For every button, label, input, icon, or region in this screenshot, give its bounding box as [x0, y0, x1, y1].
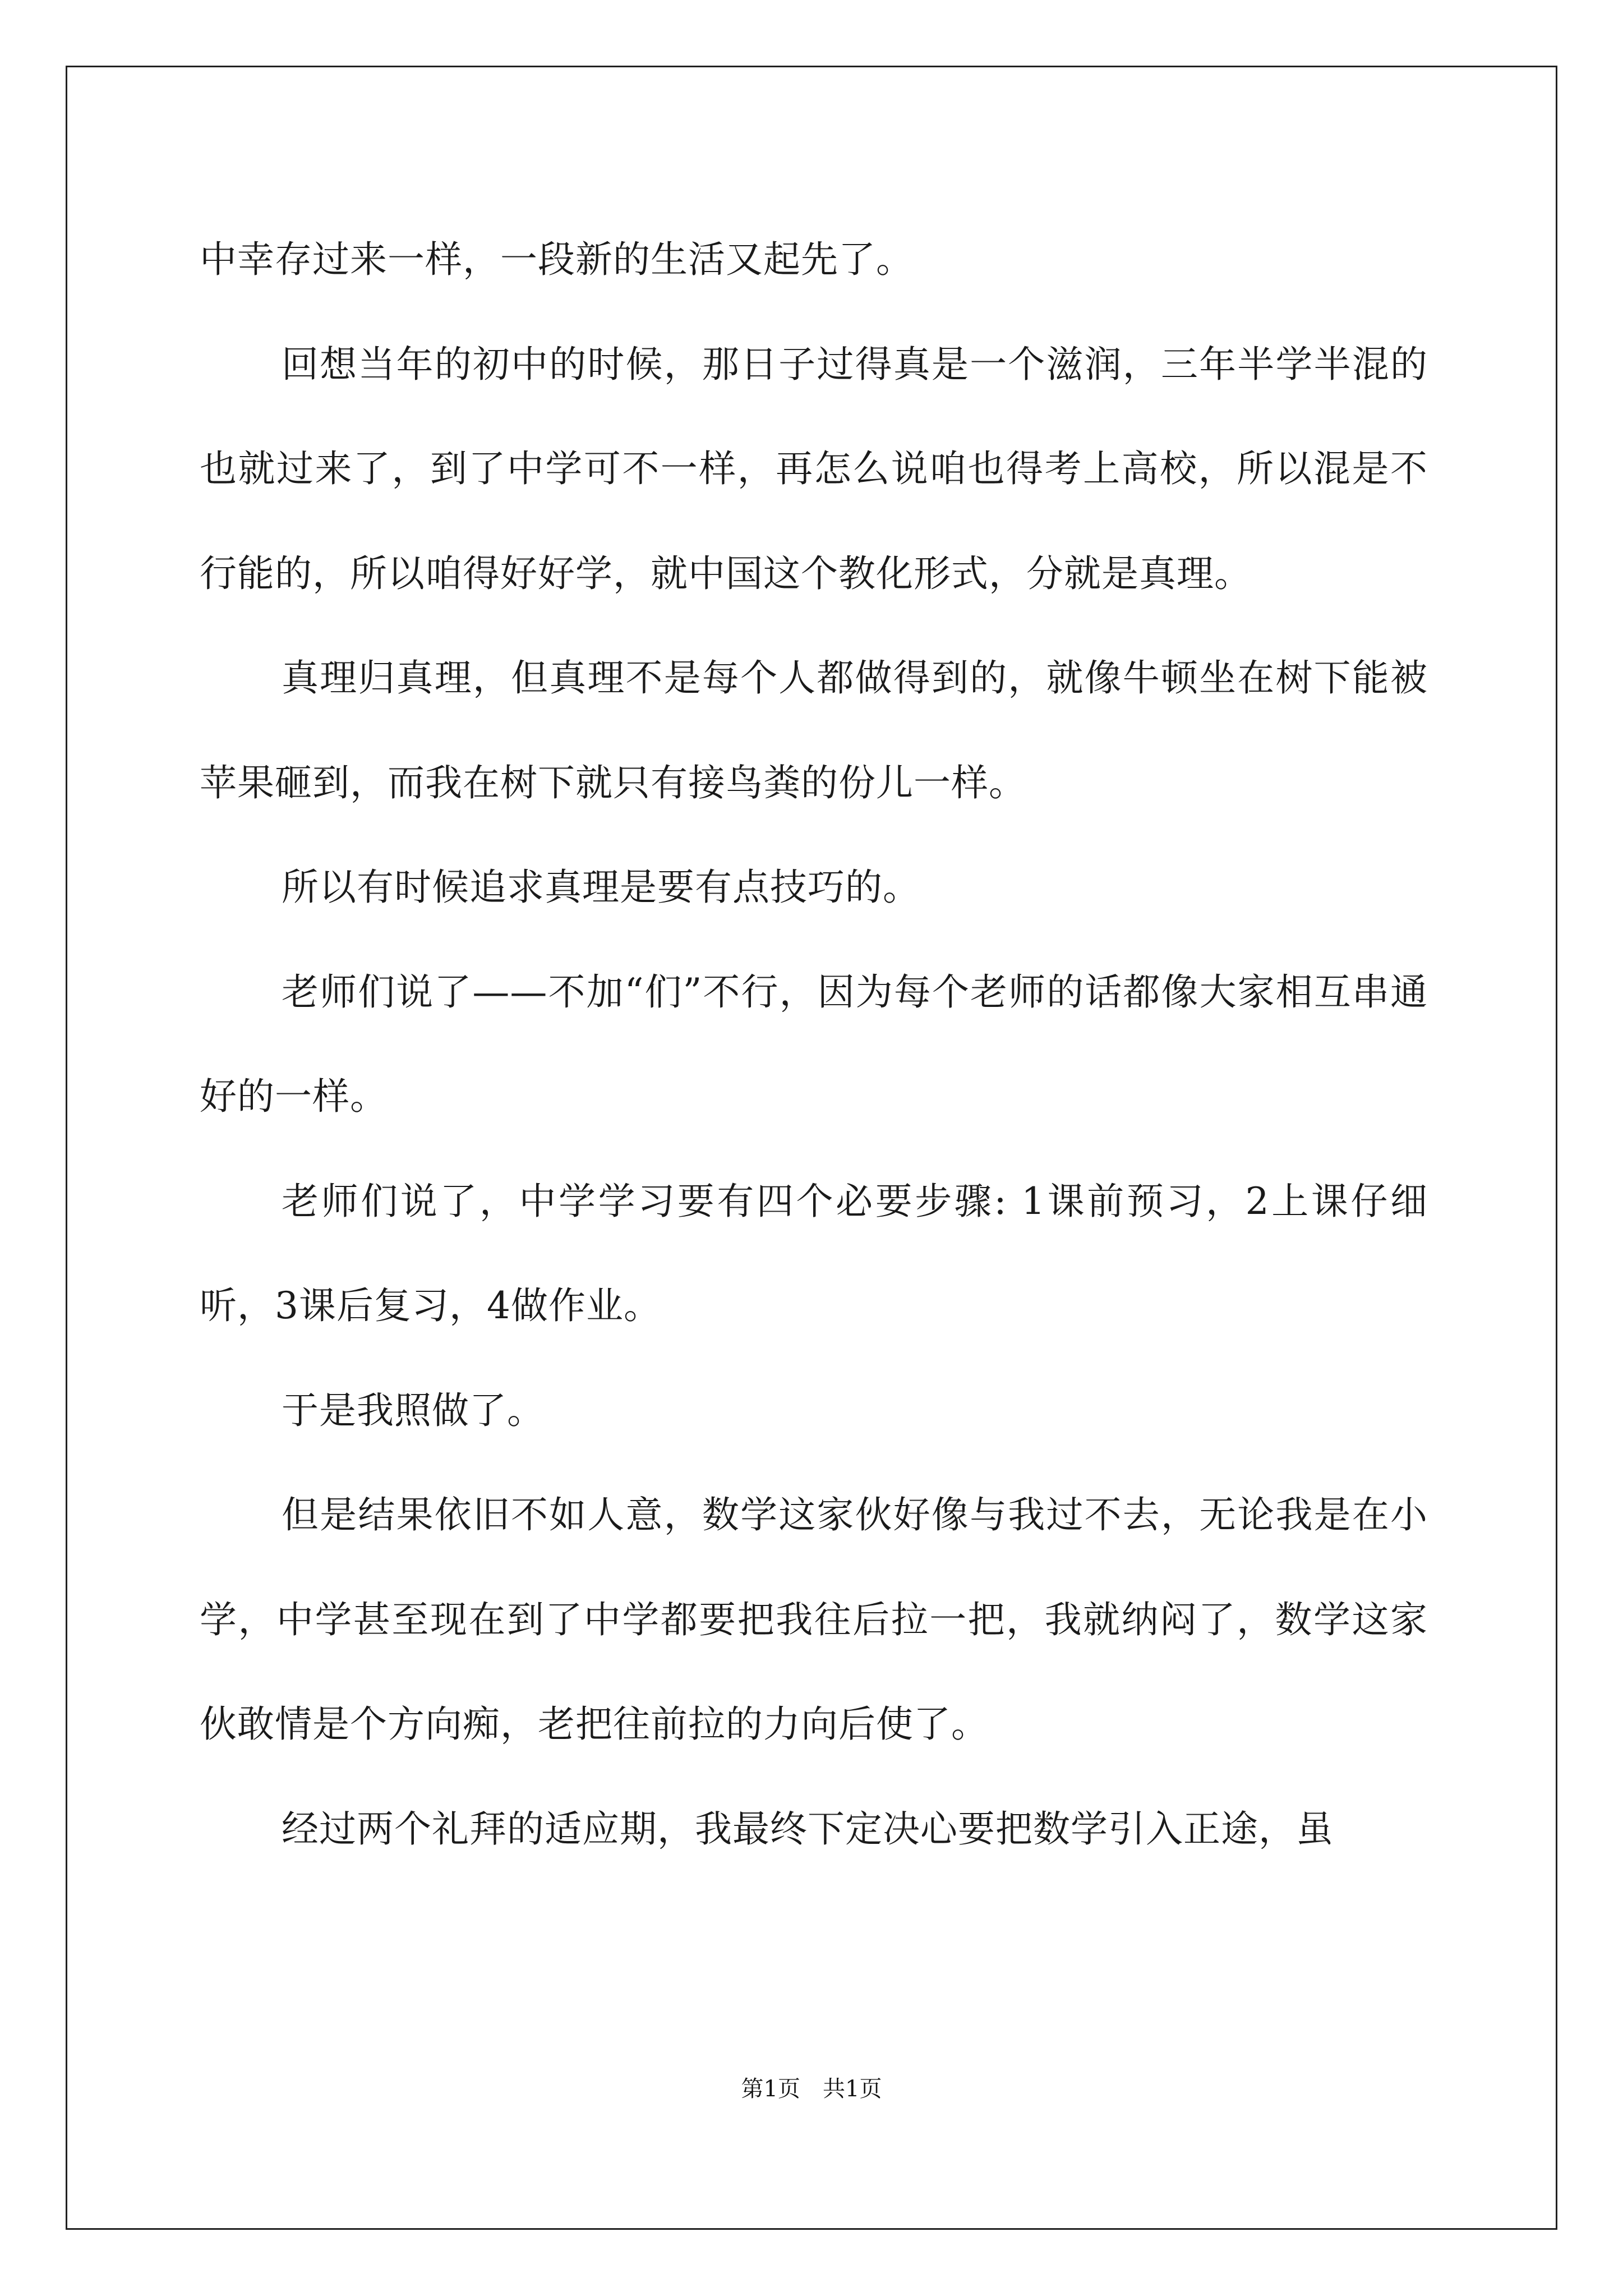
paragraph-7: 于是我照做了。: [282, 1388, 545, 1432]
page-footer: 第1页 共1页: [741, 2076, 882, 2102]
paragraph-2: 回想当年的初中的时候，那日子过得真是一个滋润，三年半学半混的也就过来了，到了中学可不一样，再怎么说咱也得考上高校，所以混是不行能的，所以咱得好好学，就中国这个教化形式，分就是真理。: [200, 342, 1428, 595]
paragraph-3: 真理归真理，但真理不是每个人都做得到的，就像牛顿坐在树下能被苹果砸到，而我在树下就只有接鸟粪的份儿一样。: [200, 656, 1428, 804]
paragraph-9: 经过两个礼拜的适应期，我最终下定决心要把数学引入正途，虽: [282, 1807, 1334, 1851]
paragraph-5: 老师们说了——不加“们”不行，因为每个老师的话都像大家相互串通好的一样。: [200, 970, 1428, 1118]
document-body: [200, 208, 1428, 1881]
paragraph-8: 但是结果依旧不如人意，数学这家伙好像与我过不去，无论我是在小学，中学甚至现在到了中学都要把我往后拉一把，我就纳闷了，数学这家伙敢情是个方向痴，老把往前拉的力向后使了。: [200, 1493, 1428, 1746]
paragraph-4: 所以有时候追求真理是要有点技巧的。: [282, 866, 920, 909]
paragraph-1: 中幸存过来一样，一段新的生活又起先了。: [200, 238, 914, 281]
paragraph-6: 老师们说了，中学学习要有四个必要步骤: 1课前预习，2上课仔细听，3课后复习，4做作业。: [200, 1179, 1428, 1327]
